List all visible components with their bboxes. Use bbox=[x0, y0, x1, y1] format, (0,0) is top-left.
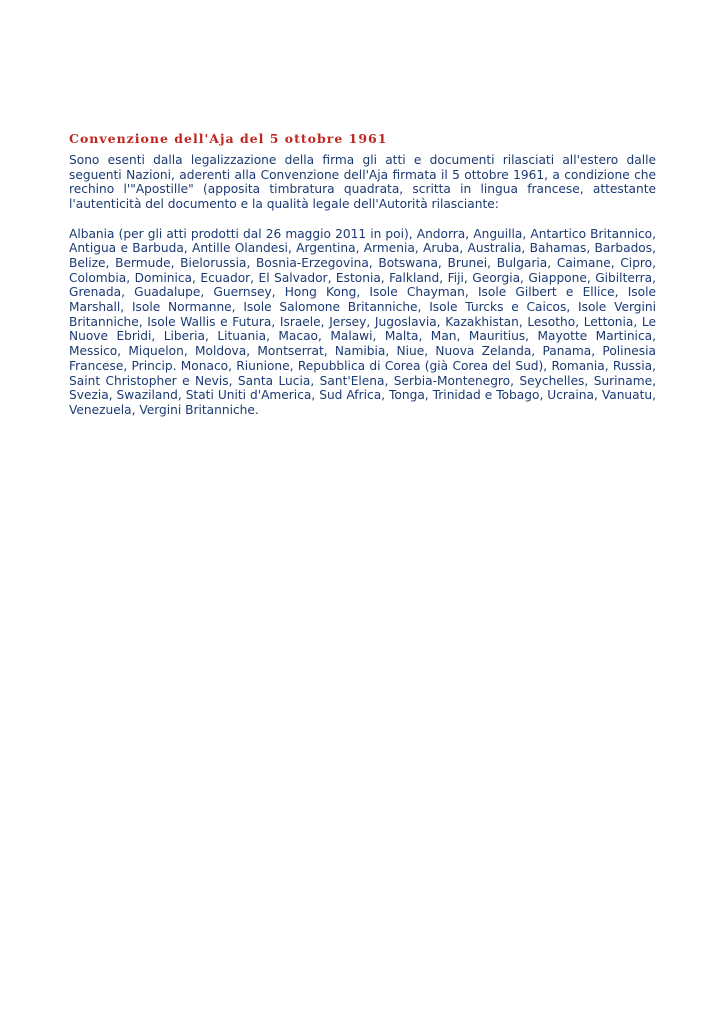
document-page bbox=[69, 130, 656, 418]
countries-paragraph: Albania (per gli atti prodotti dal 26 maggio 2011 in poi), Andorra, Anguilla, Antartico Britannico, Antigua e Barbuda, Antille Olandesi, Argentina, Armenia, Aruba, Australia, Bahamas, Barbados, Belize, Bermude, Bielorussia, Bosnia-Erzegovina, Botswana, Brunei, Bulgaria, Caimane, Cipro, Colombia, Dominica, Ecuador, El Salvador, Estonia, Falkland, Fiji, Georgia, Giappone, Gibilterra, Grenada, Guadalupe, Guernsey, Hong Kong, Isole Chayman, Isole Gilbert e Ellice, Isole Marshall, Isole Normanne, Isole Salomone Britanniche, Isole Turcks e Caicos, Isole Vergini Britanniche, Isole Wallis e Futura, Israele, Jersey, Jugoslavia, Kazakhistan, Lesotho, Lettonia, Le Nuove Ebridi, Liberia, Lituania, Macao, Malawi, Malta, Man, Mauritius, Mayotte Martinica, Messico, Miquelon, Moldova, Montserrat, Namibia, Niue, Nuova Zelanda, Panama, Polinesia Francese, Princip. Monaco, Riunione, Repubblica di Corea (già Corea del Sud), Romania, Russia, Saint Christopher e Nevis, Santa Lucia, Sant'Elena, Serbia-Montenegro, Seychelles, Suriname, Svezia, Swaziland, Stati Uniti d'America, Sud Africa, Tonga, Trinidad e Tobago, Ucraina, Vanuatu, Venezuela, Vergini Britanniche. bbox=[69, 226, 656, 417]
paragraph-spacer bbox=[69, 212, 656, 227]
document-title: Convenzione dell'Aja del 5 ottobre 1961 bbox=[69, 131, 388, 146]
intro-paragraph: Sono esenti dalla legalizzazione della firma gli atti e documenti rilasciati all'estero dalle seguenti Nazioni, aderenti alla Convenzione dell'Aja firmata il 5 ottobre 1961, a condizione che rechino l'"Apostille" (apposita timbratura quadrata, scritta in lingua francese, attestante l'autenticità del documento e la qualità legale dell'Autorità rilasciante: bbox=[69, 153, 656, 212]
